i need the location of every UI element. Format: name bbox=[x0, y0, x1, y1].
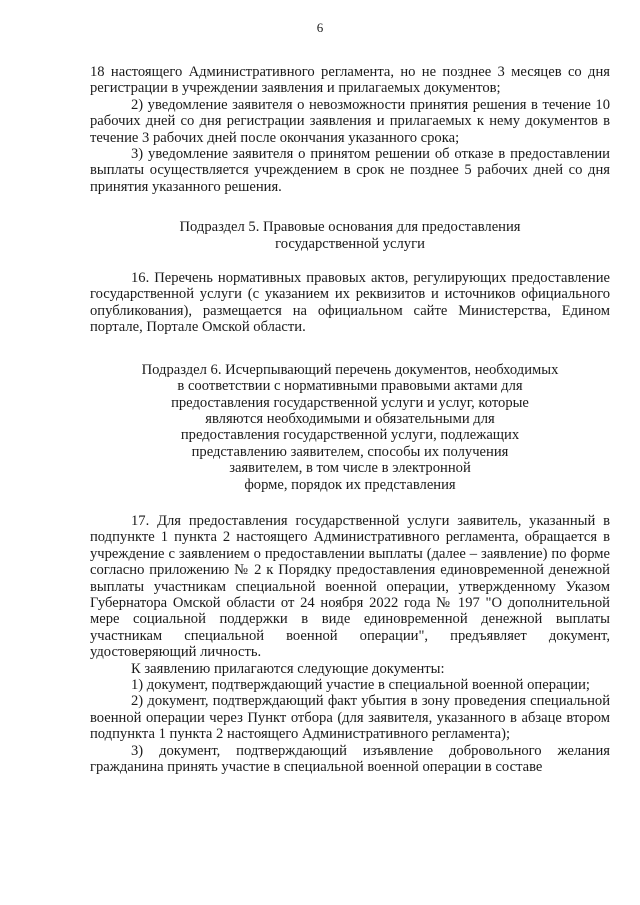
subsection-6-line-6: представлению заявителем, способы их получения bbox=[191, 443, 509, 460]
subsection-5-line-1: Подраздел 5. Правовые основания для предоставления bbox=[179, 219, 521, 236]
subsection-6-line-5: предоставления государственной услуги, подлежащих bbox=[180, 427, 520, 444]
subsection-6-line-2: в соответствии с нормативными правовыми актами для bbox=[177, 378, 523, 395]
page-number: 6 bbox=[316, 20, 324, 35]
subsection-6-line-3: предоставления государственной услуги и услуг, которые bbox=[171, 394, 529, 411]
document-body bbox=[90, 64, 610, 775]
subsection-5-line-2: государственной услуги bbox=[275, 235, 425, 252]
subsection-6-line-8: форме, порядок их представления bbox=[244, 476, 456, 493]
document-item-2: 2) документ, подтверждающий факт убытия в зону проведения специальной военной операции через Пункт отбора (для заявителя, указанного в абзаце втором подпункта 1 пункта 2 настоящего Административного регламента); bbox=[90, 693, 610, 743]
subsection-6-line-1: Подраздел 6. Исчерпывающий перечень документов, необходимых bbox=[141, 361, 559, 378]
document-item-1: 1) документ, подтверждающий участие в специальной военной операции; bbox=[131, 677, 590, 693]
subsection-6-heading bbox=[90, 362, 610, 493]
paragraph-17: 17. Для предоставления государственной услуги заявитель, указанный в подпункте 1 пункта 2 настоящего Административного регламента, обращается в учреждение с заявлением о предоставлении выплаты (далее – заявление) по форме согласно приложению № 2 к Порядку предоставления единовременной денежной выплаты участникам специальной военной операции, утвержденному Указом Губернатора Омской области от 24 ноября 2022 года № 197 "О дополнительной мере социальной поддержки в виде единовременной денежной выплаты участникам специальной военной операции", предъявляет документ, удостоверяющий личность. bbox=[90, 512, 610, 661]
paragraph-17-intro: К заявлению прилагаются следующие документы: bbox=[131, 660, 445, 677]
intro-paragraph-1: 18 настоящего Административного регламента, но не позднее 3 месяцев со дня регистрации в учреждении заявления и прилагаемых документов; bbox=[90, 64, 610, 97]
paragraph-16: 16. Перечень нормативных правовых актов, регулирующих предоставление государственной услуги (с указанием их реквизитов и источников официального опубликования), размещается на официальном сайте Министерства, Едином портале, Портале Омской области. bbox=[90, 270, 610, 336]
document-item-3: 3) документ, подтверждающий изъявление добровольного желания гражданина принять участие в специальной военной операции в составе bbox=[90, 742, 610, 776]
subsection-5-heading bbox=[90, 219, 610, 252]
subsection-6-line-7: заявителем, в том числе в электронной bbox=[229, 460, 471, 477]
intro-paragraph-2: 2) уведомление заявителя о невозможности принятия решения в течение 10 рабочих дней со дня регистрации заявления и прилагаемых к нему документов в течение 3 рабочих дней после окончания указанного срока; bbox=[90, 96, 610, 146]
intro-paragraph-3: 3) уведомление заявителя о принятом решении об отказе в предоставлении выплаты осуществляется учреждением в срок не позднее 5 рабочих дней со дня принятия указанного решения. bbox=[90, 146, 610, 195]
subsection-6-line-4: являются необходимыми и обязательными для bbox=[205, 410, 495, 427]
